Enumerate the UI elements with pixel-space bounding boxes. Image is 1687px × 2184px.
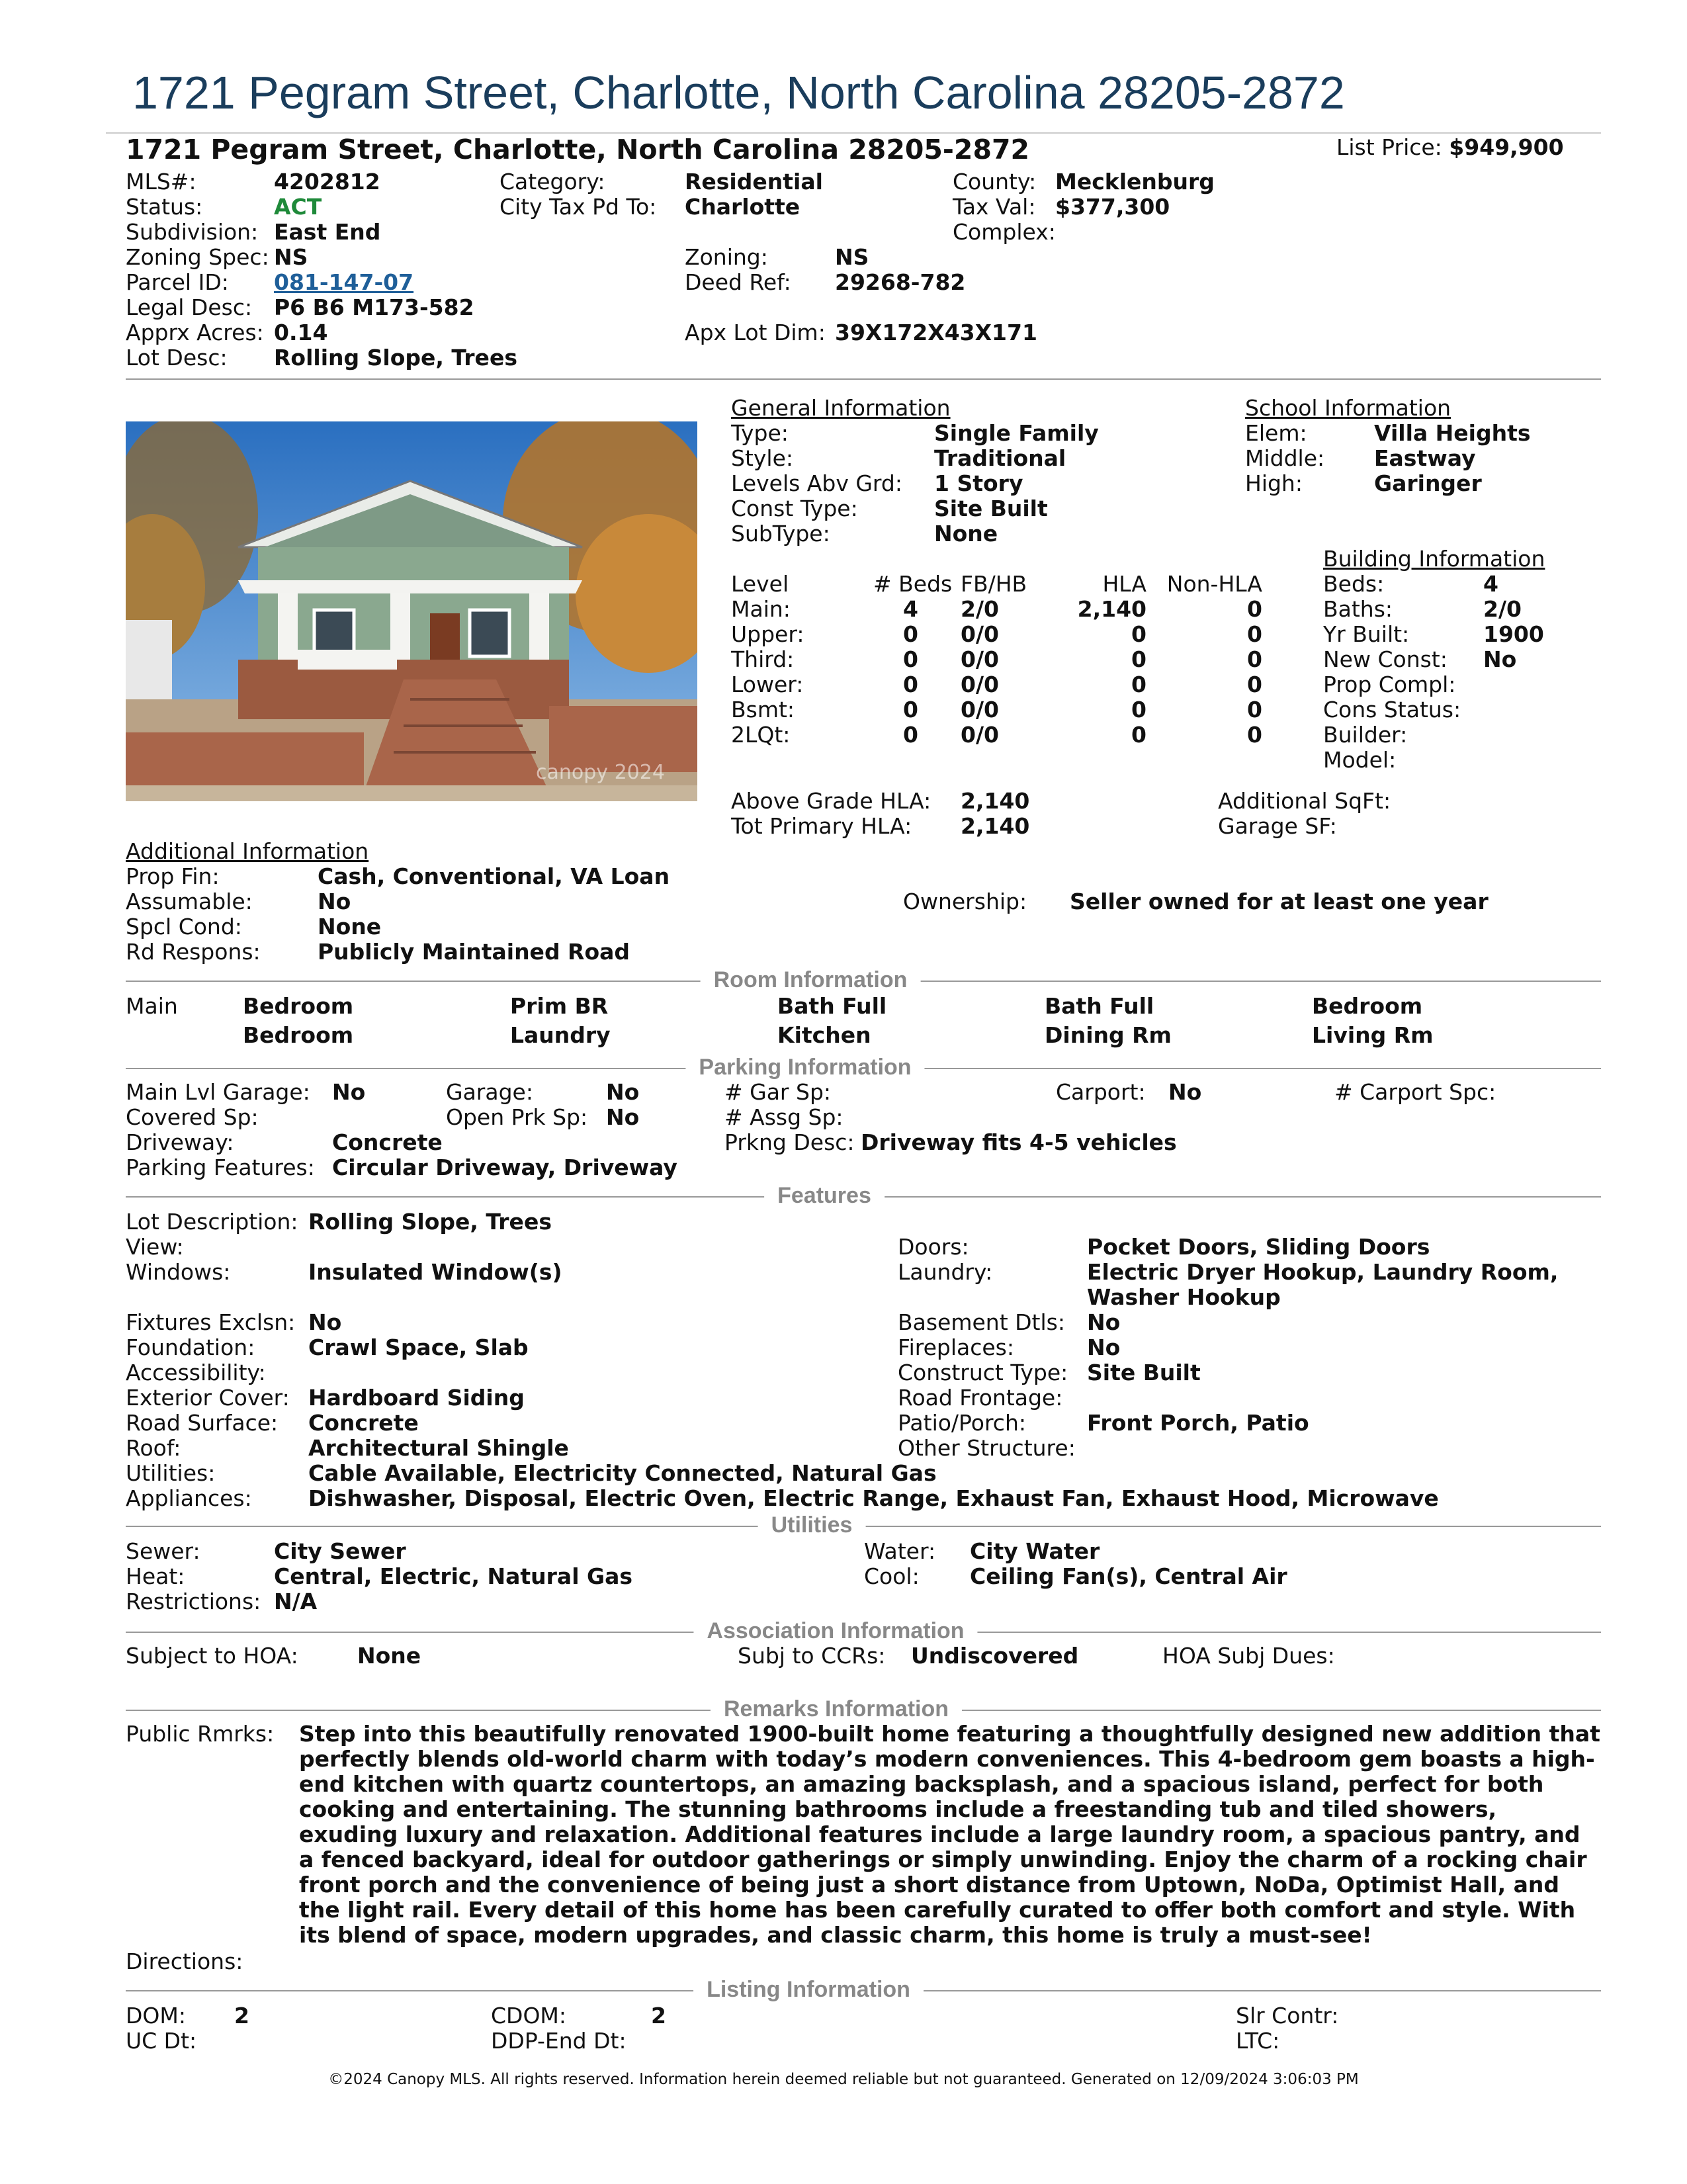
lot-label: Lot Description: bbox=[126, 1209, 298, 1235]
deed-label: Deed Ref: bbox=[685, 269, 791, 295]
association-heading: Association Information bbox=[693, 1618, 977, 1644]
doors-label: Doors: bbox=[898, 1234, 969, 1260]
level-cell: 2/0 bbox=[961, 596, 999, 622]
level-cell: 0 bbox=[903, 621, 918, 647]
listing-heading: Listing Information bbox=[693, 1977, 924, 2003]
mainlvl-label: Main Lvl Garage: bbox=[126, 1079, 310, 1105]
zoning-spec-label: Zoning Spec: bbox=[126, 244, 269, 270]
room-item: Living Rm bbox=[1312, 1022, 1434, 1048]
level-cell: 0/0 bbox=[961, 697, 999, 722]
divider bbox=[126, 378, 1601, 380]
hoa-dues-label: HOA Subj Dues: bbox=[1162, 1643, 1335, 1669]
ccr-label: Subj to CCRs: bbox=[738, 1643, 886, 1669]
parcel-link[interactable]: 081-147-07 bbox=[274, 269, 414, 295]
levels-label: Levels Abv Grd: bbox=[731, 470, 902, 496]
gar-sp-label: # Gar Sp: bbox=[724, 1079, 832, 1105]
water-label: Water: bbox=[864, 1538, 936, 1564]
other-structure-label: Other Structure: bbox=[898, 1435, 1076, 1461]
complex-label: Complex: bbox=[953, 219, 1056, 245]
level-cell: 0 bbox=[1131, 646, 1146, 672]
property-photo bbox=[126, 421, 697, 801]
newconst-value: No bbox=[1483, 646, 1517, 672]
windows-value: Insulated Window(s) bbox=[308, 1259, 562, 1285]
frontage-label: Road Frontage: bbox=[898, 1385, 1063, 1411]
room-item: Prim BR bbox=[510, 993, 609, 1019]
mls-label: MLS#: bbox=[126, 169, 196, 195]
lot-desc-label: Lot Desc: bbox=[126, 345, 228, 371]
list-price-label: List Price: bbox=[1336, 134, 1442, 160]
utilities-value: Cable Available, Electricity Connected, Natural Gas bbox=[308, 1460, 937, 1486]
col-hla: HLA bbox=[1102, 571, 1146, 597]
parking-features-label: Parking Features: bbox=[126, 1155, 315, 1180]
beds-value: 4 bbox=[1483, 571, 1498, 597]
additional-sqft-label: Additional SqFt: bbox=[1218, 788, 1391, 814]
tot-hla-value: 2,140 bbox=[961, 813, 1030, 839]
level-cell: 0 bbox=[1247, 621, 1262, 647]
col-level: Level bbox=[731, 571, 789, 597]
subdivision-label: Subdivision: bbox=[126, 219, 259, 245]
room-item: Bath Full bbox=[1045, 993, 1154, 1019]
mls-value: 4202812 bbox=[274, 169, 380, 195]
room-level: Main bbox=[126, 993, 178, 1019]
exterior-label: Exterior Cover: bbox=[126, 1385, 290, 1411]
legal-label: Legal Desc: bbox=[126, 294, 253, 320]
cdom-label: CDOM: bbox=[491, 2003, 567, 2029]
level-cell: 0/0 bbox=[961, 621, 999, 647]
school-heading: School Information bbox=[1245, 395, 1451, 421]
level-cell: 0 bbox=[1131, 697, 1146, 722]
category-value: Residential bbox=[685, 169, 823, 195]
level-cell: 0 bbox=[1131, 672, 1146, 697]
level-cell: 0 bbox=[1247, 672, 1262, 697]
parking-heading: Parking Information bbox=[685, 1055, 924, 1080]
cool-value: Ceiling Fan(s), Central Air bbox=[970, 1563, 1287, 1589]
ltc-label: LTC: bbox=[1236, 2028, 1280, 2054]
list-price-value: $949,900 bbox=[1449, 134, 1564, 160]
laundry-label: Laundry: bbox=[898, 1259, 993, 1285]
driveway-label: Driveway: bbox=[126, 1129, 234, 1155]
subtype-label: SubType: bbox=[731, 521, 830, 546]
view-label: View: bbox=[126, 1234, 184, 1260]
zoning-label: Zoning: bbox=[685, 244, 768, 270]
carport-spc-label: # Carport Spc: bbox=[1334, 1079, 1496, 1105]
assumable-label: Assumable: bbox=[126, 889, 253, 914]
accessibility-label: Accessibility: bbox=[126, 1360, 266, 1385]
high-value: Garinger bbox=[1374, 470, 1482, 496]
prkng-label: Prkng Desc: bbox=[724, 1129, 855, 1155]
rd-label: Rd Respons: bbox=[126, 939, 261, 965]
room-item: Bedroom bbox=[243, 1022, 354, 1048]
elem-value: Villa Heights bbox=[1374, 420, 1531, 446]
level-cell: Main: bbox=[731, 596, 791, 622]
level-cell: 0 bbox=[1247, 697, 1262, 722]
room-item: Laundry bbox=[510, 1022, 611, 1048]
public-remarks-label: Public Rmrks: bbox=[126, 1721, 275, 1747]
foundation-value: Crawl Space, Slab bbox=[308, 1334, 529, 1360]
newconst-label: New Const: bbox=[1323, 646, 1448, 672]
level-cell: Lower: bbox=[731, 672, 804, 697]
prkng-value: Driveway fits 4-5 vehicles bbox=[861, 1129, 1177, 1155]
laundry-value-2: Washer Hookup bbox=[1087, 1284, 1281, 1310]
elem-label: Elem: bbox=[1245, 420, 1307, 446]
hoa-value: None bbox=[357, 1643, 421, 1669]
doors-value: Pocket Doors, Sliding Doors bbox=[1087, 1234, 1430, 1260]
county-label: County: bbox=[953, 169, 1037, 195]
level-cell: 0 bbox=[903, 722, 918, 748]
above-hla-label: Above Grade HLA: bbox=[731, 788, 931, 814]
parcel-label: Parcel ID: bbox=[126, 269, 229, 295]
remarks-heading: Remarks Information bbox=[711, 1696, 962, 1722]
city-tax-label: City Tax Pd To: bbox=[499, 194, 657, 220]
additional-heading: Additional Information bbox=[126, 838, 369, 864]
fireplaces-value: No bbox=[1087, 1334, 1121, 1360]
type-value: Single Family bbox=[934, 420, 1099, 446]
rd-value: Publicly Maintained Road bbox=[318, 939, 630, 965]
zoning-spec-value: NS bbox=[274, 244, 308, 270]
spcl-label: Spcl Cond: bbox=[126, 914, 242, 939]
level-cell: Bsmt: bbox=[731, 697, 795, 722]
above-hla-value: 2,140 bbox=[961, 788, 1030, 814]
builder-label: Builder: bbox=[1323, 722, 1408, 748]
propfin-label: Prop Fin: bbox=[126, 863, 220, 889]
col-fbhb: FB/HB bbox=[961, 571, 1027, 597]
lot-dim-value: 39X172X43X171 bbox=[835, 320, 1037, 345]
roof-value: Architectural Shingle bbox=[308, 1435, 569, 1461]
room-item: Bath Full bbox=[777, 993, 887, 1019]
const-label: Const Type: bbox=[731, 496, 858, 521]
level-cell: 0 bbox=[903, 646, 918, 672]
roof-label: Roof: bbox=[126, 1435, 181, 1461]
foundation-label: Foundation: bbox=[126, 1334, 255, 1360]
assumable-value: No bbox=[318, 889, 351, 914]
levels-value: 1 Story bbox=[934, 470, 1023, 496]
basement-value: No bbox=[1087, 1309, 1121, 1335]
water-value: City Water bbox=[970, 1538, 1100, 1564]
watermark: canopy 2024 bbox=[536, 761, 665, 784]
features-heading: Features bbox=[764, 1183, 885, 1209]
patio-value: Front Porch, Patio bbox=[1087, 1410, 1309, 1436]
deed-value: 29268-782 bbox=[835, 269, 966, 295]
model-label: Model: bbox=[1323, 747, 1397, 773]
appliances-label: Appliances: bbox=[126, 1485, 252, 1511]
baths-value: 2/0 bbox=[1483, 596, 1522, 622]
appliances-value: Dishwasher, Disposal, Electric Oven, Electric Range, Exhaust Fan, Exhaust Hood, Microwave bbox=[308, 1485, 1439, 1511]
road-value: Concrete bbox=[308, 1410, 419, 1436]
level-cell: Upper: bbox=[731, 621, 804, 647]
slr-contr-label: Slr Contr: bbox=[1236, 2003, 1339, 2029]
garage-label: Garage: bbox=[446, 1079, 533, 1105]
hoa-label: Subject to HOA: bbox=[126, 1643, 298, 1669]
carport-label: Carport: bbox=[1056, 1079, 1146, 1105]
sewer-value: City Sewer bbox=[274, 1538, 406, 1564]
list-price bbox=[1336, 135, 1564, 160]
middle-label: Middle: bbox=[1245, 445, 1325, 471]
heat-value: Central, Electric, Natural Gas bbox=[274, 1563, 632, 1589]
status-badge: ACT bbox=[274, 194, 322, 220]
propfin-value: Cash, Conventional, VA Loan bbox=[318, 863, 670, 889]
type-label: Type: bbox=[731, 420, 789, 446]
level-cell: 4 bbox=[903, 596, 918, 622]
level-cell: 0 bbox=[1131, 621, 1146, 647]
beds-label: Beds: bbox=[1323, 571, 1385, 597]
level-cell: 2,140 bbox=[1077, 596, 1146, 622]
fireplaces-label: Fireplaces: bbox=[898, 1334, 1014, 1360]
subdivision-value: East End bbox=[274, 219, 381, 245]
level-cell: 2LQt: bbox=[731, 722, 791, 748]
ddp-end-label: DDP-End Dt: bbox=[491, 2028, 627, 2054]
windows-label: Windows: bbox=[126, 1259, 231, 1285]
sewer-label: Sewer: bbox=[126, 1538, 200, 1564]
level-cell: 0 bbox=[903, 672, 918, 697]
covered-label: Covered Sp: bbox=[126, 1104, 259, 1130]
road-label: Road Surface: bbox=[126, 1410, 279, 1436]
garage-sf-label: Garage SF: bbox=[1218, 813, 1337, 839]
building-heading: Building Information bbox=[1323, 546, 1545, 572]
zoning-value: NS bbox=[835, 244, 869, 270]
footer: ©2024 Canopy MLS. All rights reserved. Information herein deemed reliable but not guaranteed. Generated on 12/09/2024 3:06:03 PM bbox=[328, 2071, 1359, 2088]
col-non-hla: Non-HLA bbox=[1166, 571, 1262, 597]
category-label: Category: bbox=[499, 169, 605, 195]
restrictions-label: Restrictions: bbox=[126, 1589, 261, 1614]
middle-value: Eastway bbox=[1374, 445, 1476, 471]
dom-label: DOM: bbox=[126, 2003, 186, 2029]
fixtures-label: Fixtures Exclsn: bbox=[126, 1309, 296, 1335]
assg-label: # Assg Sp: bbox=[724, 1104, 844, 1130]
patio-label: Patio/Porch: bbox=[898, 1410, 1026, 1436]
general-heading: General Information bbox=[731, 395, 951, 421]
room-item: Kitchen bbox=[777, 1022, 871, 1048]
tot-hla-label: Tot Primary HLA: bbox=[731, 813, 912, 839]
heat-label: Heat: bbox=[126, 1563, 185, 1589]
level-cell: 0 bbox=[1247, 646, 1262, 672]
style-value: Traditional bbox=[934, 445, 1066, 471]
room-item: Dining Rm bbox=[1045, 1022, 1172, 1048]
garage-value: No bbox=[606, 1079, 640, 1105]
uc-dt-label: UC Dt: bbox=[126, 2028, 197, 2054]
level-cell: 0/0 bbox=[961, 722, 999, 748]
consstatus-label: Cons Status: bbox=[1323, 697, 1461, 722]
level-cell: 0 bbox=[1247, 596, 1262, 622]
exterior-value: Hardboard Siding bbox=[308, 1385, 525, 1411]
level-cell: 0/0 bbox=[961, 646, 999, 672]
level-cell: 0/0 bbox=[961, 672, 999, 697]
parking-features-value: Circular Driveway, Driveway bbox=[332, 1155, 677, 1180]
legal-value: P6 B6 M173-582 bbox=[274, 294, 474, 320]
dom-value: 2 bbox=[234, 2003, 249, 2029]
utilities-heading: Utilities bbox=[758, 1512, 866, 1538]
yr-value: 1900 bbox=[1483, 621, 1544, 647]
lot-value: Rolling Slope, Trees bbox=[308, 1209, 552, 1235]
acres-value: 0.14 bbox=[274, 320, 328, 345]
room-item: Bedroom bbox=[1312, 993, 1423, 1019]
const-value: Site Built bbox=[934, 496, 1048, 521]
level-cell: 0 bbox=[1247, 722, 1262, 748]
basement-label: Basement Dtls: bbox=[898, 1309, 1065, 1335]
status-label: Status: bbox=[126, 194, 203, 220]
baths-label: Baths: bbox=[1323, 596, 1393, 622]
col-beds: # Beds bbox=[873, 571, 953, 597]
tax-val-value: $377,300 bbox=[1055, 194, 1170, 220]
ownership-label: Ownership: bbox=[903, 889, 1027, 914]
room-heading: Room Information bbox=[701, 967, 921, 993]
spcl-value: None bbox=[318, 914, 382, 939]
page-title: 1721 Pegram Street, Charlotte, North Carolina 28205-2872 bbox=[132, 67, 1345, 118]
ownership-value: Seller owned for at least one year bbox=[1070, 889, 1489, 914]
level-cell: 0 bbox=[903, 697, 918, 722]
county-value: Mecklenburg bbox=[1055, 169, 1215, 195]
fixtures-value: No bbox=[308, 1309, 342, 1335]
lot-desc-value: Rolling Slope, Trees bbox=[274, 345, 517, 371]
utilities-label: Utilities: bbox=[126, 1460, 216, 1486]
high-label: High: bbox=[1245, 470, 1303, 496]
room-item: Bedroom bbox=[243, 993, 354, 1019]
subtype-value: None bbox=[934, 521, 998, 546]
carport-value: No bbox=[1168, 1079, 1202, 1105]
mainlvl-value: No bbox=[332, 1079, 366, 1105]
public-remarks: Step into this beautifully renovated 1900-built home featuring a thoughtfully designed new addition that perfectly blends old-world charm with today’s modern conveniences. This 4-bedroom gem boasts a high-end kitchen with quartz countertops, an amazing backsplash, and a spacious island, perfect for both cooking and entertaining. The stunning bathrooms include a freestanding tub and tiled showers, exuding luxury and relaxation. Additional features include a large laundry room, a spacious pantry, and a fenced backyard, ideal for outdoor gatherings or simply unwinding. Enjoy the charm of a rocking chair front porch and the convenience of being just a short distance from Uptown, NoDa, Optimist Hall, and the light rail. Every detail of this home has been carefully curated to offer both comfort and style. With its blend of space, modern upgrades, and classic charm, this home is truly a must-see! bbox=[299, 1721, 1600, 1948]
tax-val-label: Tax Val: bbox=[953, 194, 1036, 220]
driveway-value: Concrete bbox=[332, 1129, 443, 1155]
lot-dim-label: Apx Lot Dim: bbox=[685, 320, 826, 345]
construct-label: Construct Type: bbox=[898, 1360, 1068, 1385]
city-tax-value: Charlotte bbox=[685, 194, 800, 220]
address: 1721 Pegram Street, Charlotte, North Carolina 28205-2872 bbox=[126, 134, 1030, 165]
construct-value: Site Built bbox=[1087, 1360, 1201, 1385]
openprk-label: Open Prk Sp: bbox=[446, 1104, 588, 1130]
ccr-value: Undiscovered bbox=[911, 1643, 1079, 1669]
propcompl-label: Prop Compl: bbox=[1323, 672, 1456, 697]
level-cell: 0 bbox=[1131, 722, 1146, 748]
acres-label: Apprx Acres: bbox=[126, 320, 264, 345]
openprk-value: No bbox=[606, 1104, 640, 1130]
cdom-value: 2 bbox=[651, 2003, 666, 2029]
level-cell: Third: bbox=[731, 646, 795, 672]
cool-label: Cool: bbox=[864, 1563, 920, 1589]
yr-label: Yr Built: bbox=[1323, 621, 1410, 647]
style-label: Style: bbox=[731, 445, 794, 471]
restrictions-value: N/A bbox=[274, 1589, 318, 1614]
laundry-value-1: Electric Dryer Hookup, Laundry Room, bbox=[1087, 1259, 1559, 1285]
directions-label: Directions: bbox=[126, 1948, 243, 1974]
